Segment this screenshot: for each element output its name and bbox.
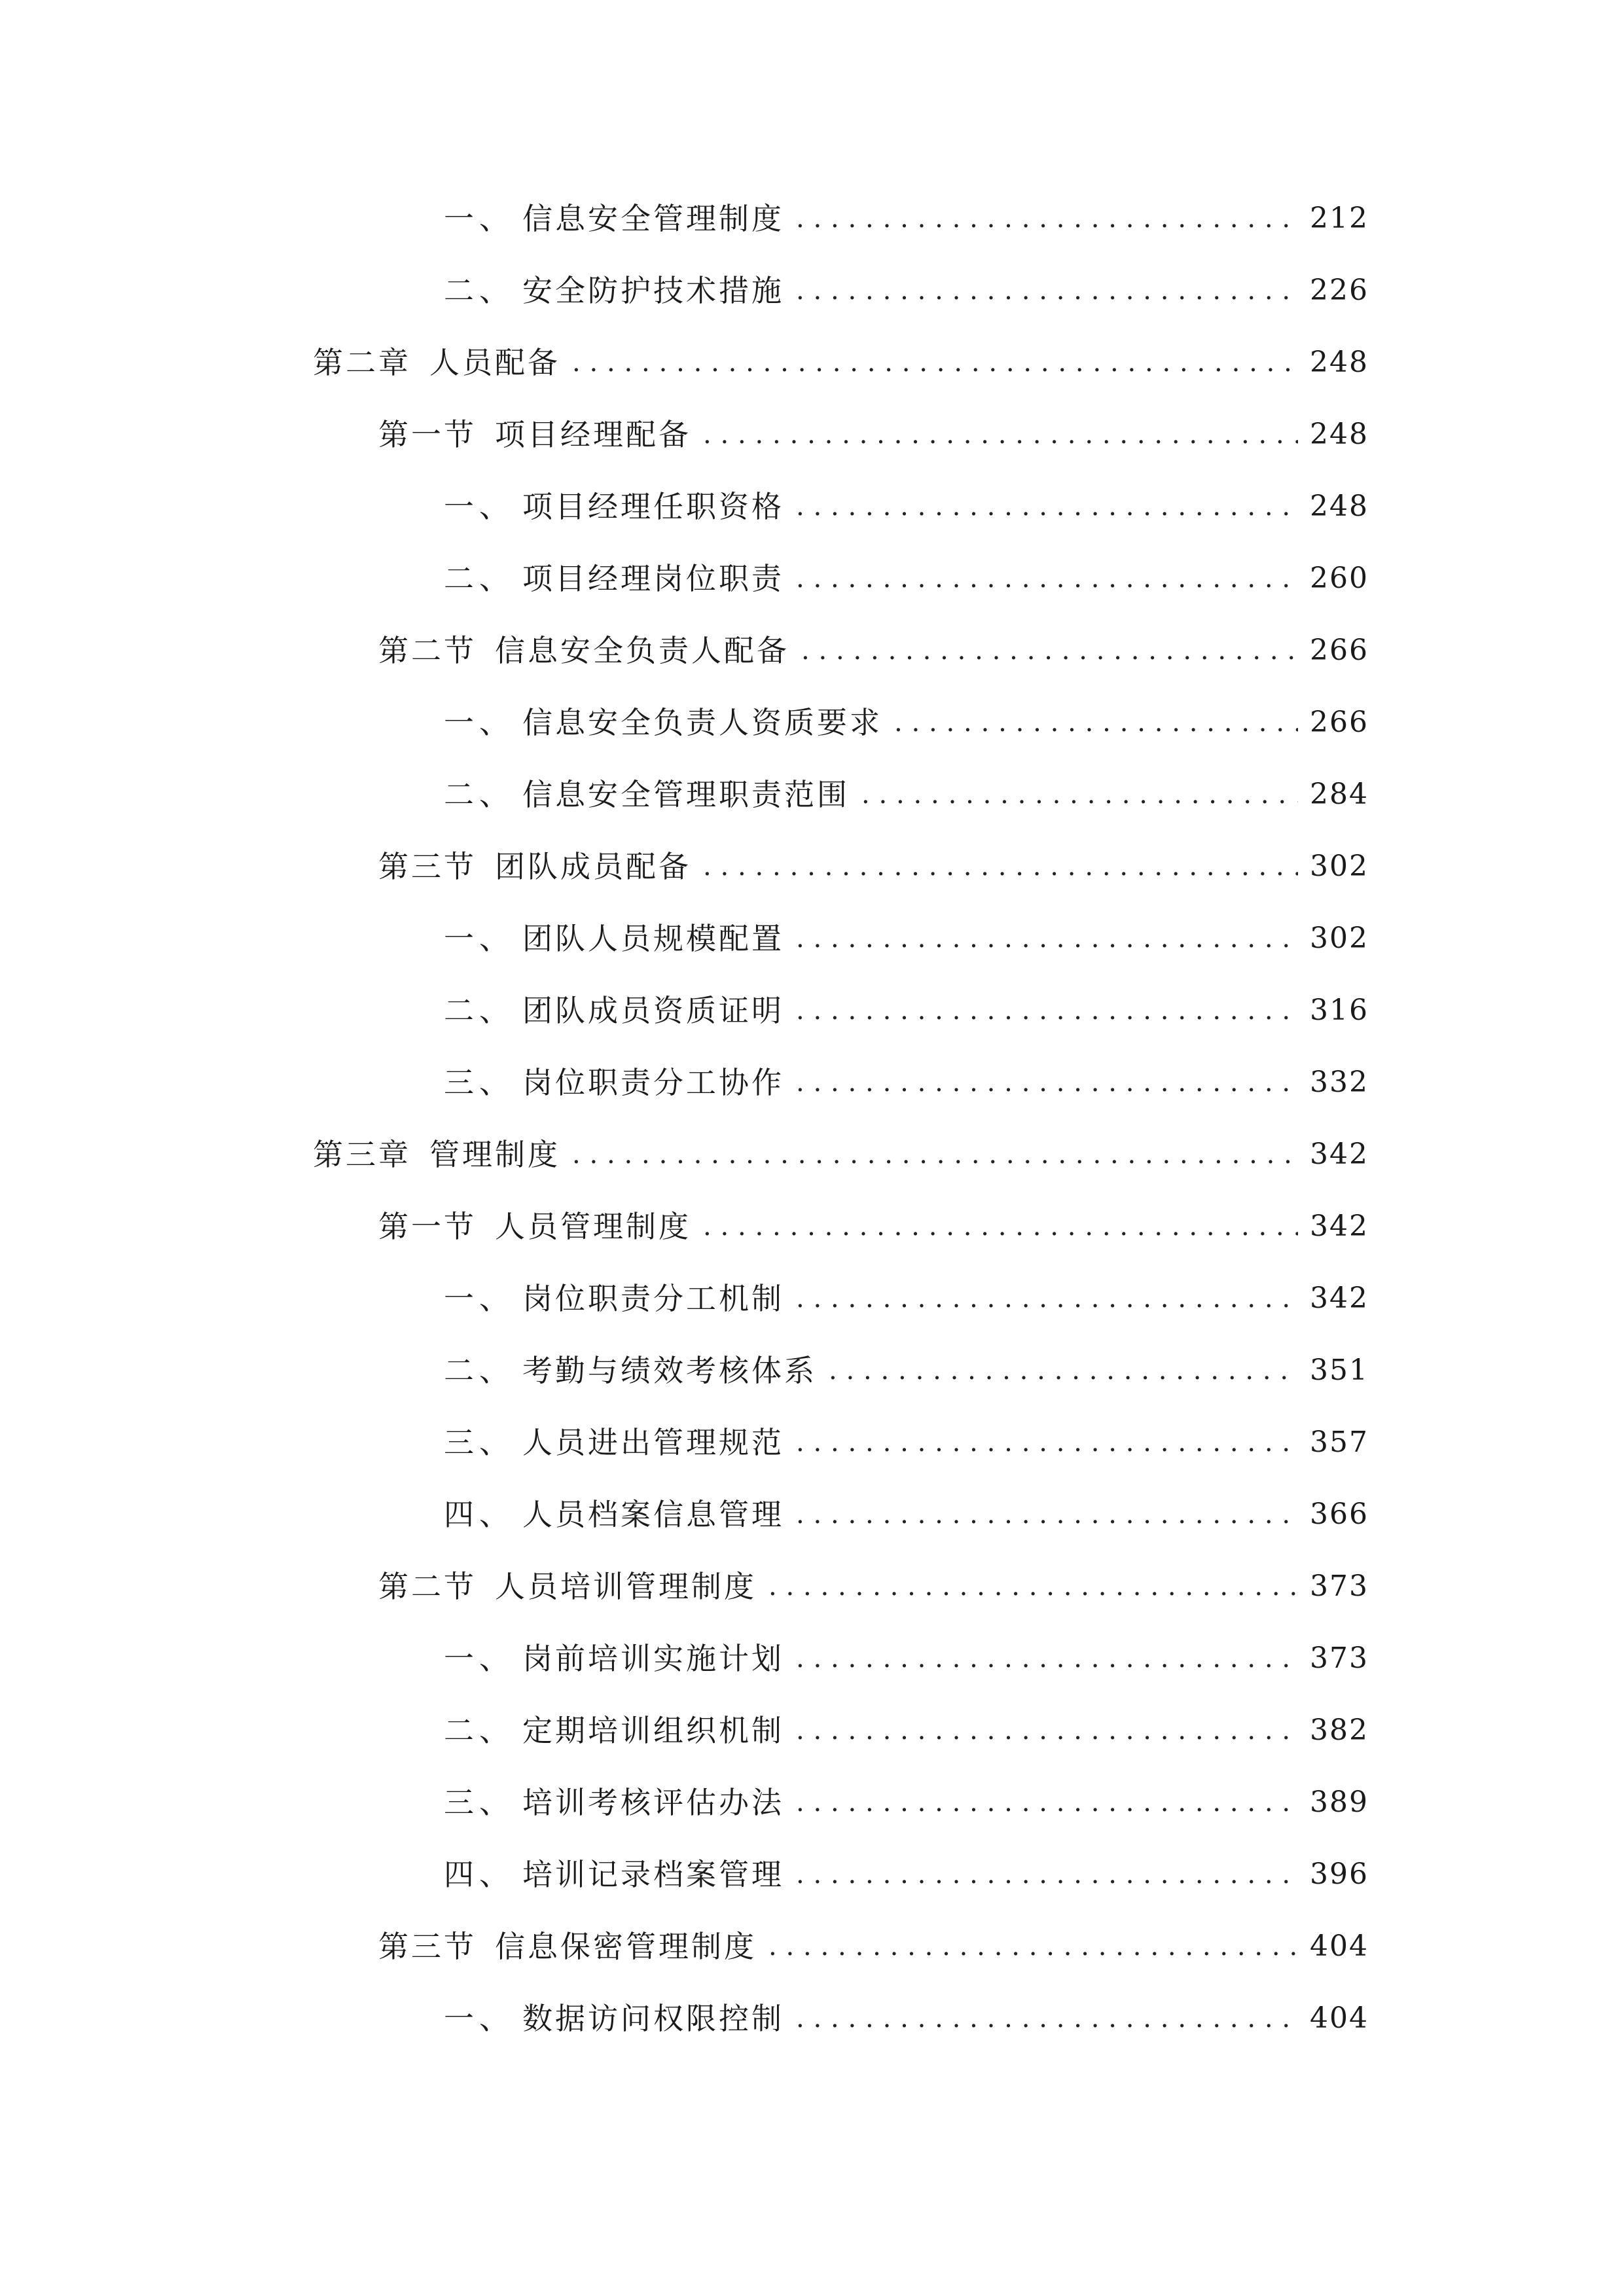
toc-entry-number: 一、	[444, 1281, 514, 1316]
toc-entry-title: 信息安全负责人资质要求	[522, 705, 882, 740]
toc-entry[interactable]	[378, 624, 1369, 677]
dot-leader	[768, 1560, 1298, 1613]
toc-entry-number: 二、	[444, 993, 514, 1028]
toc-entry[interactable]	[444, 768, 1369, 821]
toc-entry[interactable]	[378, 1200, 1369, 1253]
toc-entry-title: 人员培训管理制度	[495, 1569, 757, 1604]
toc-entry-page: 342	[1310, 1138, 1369, 1171]
toc-entry-title: 岗位职责分工机制	[522, 1281, 784, 1316]
toc-entry[interactable]	[444, 1344, 1369, 1397]
toc-entry-title: 培训考核评估办法	[522, 1785, 784, 1820]
toc-entry[interactable]	[444, 1848, 1369, 1901]
toc-entry-number: 二、	[444, 561, 514, 596]
dot-leader	[829, 1344, 1298, 1397]
dot-leader	[796, 912, 1298, 965]
dot-leader	[796, 1704, 1298, 1757]
toc-entry-number: 二、	[444, 777, 514, 812]
dot-leader	[572, 336, 1298, 389]
toc-entry-page: 342	[1310, 1282, 1369, 1315]
toc-entry-title: 人员档案信息管理	[522, 1497, 784, 1532]
toc-entry-number: 四、	[444, 1497, 514, 1532]
toc-entry[interactable]	[444, 480, 1369, 533]
toc-entry[interactable]	[444, 1488, 1369, 1541]
dot-leader	[796, 1416, 1298, 1469]
toc-entry-number: 第三章	[313, 1137, 411, 1172]
toc-entry-title: 团队人员规模配置	[522, 921, 784, 956]
dot-leader	[796, 1488, 1298, 1541]
toc-entry-number: 第二节	[378, 633, 477, 668]
toc-entry-page: 342	[1310, 1210, 1369, 1243]
toc-entry-page: 351	[1310, 1354, 1369, 1387]
toc-entry[interactable]	[444, 1272, 1369, 1325]
toc-entry-page: 373	[1310, 1570, 1369, 1603]
toc-entry-title: 安全防护技术措施	[522, 273, 784, 308]
toc-entry-number: 第二节	[378, 1569, 477, 1604]
toc-entry-title: 培训记录档案管理	[522, 1857, 784, 1892]
toc-entry-page: 332	[1310, 1066, 1369, 1099]
dot-leader	[572, 1128, 1298, 1181]
toc-entry[interactable]	[444, 264, 1369, 317]
toc-entry-number: 一、	[444, 201, 514, 236]
toc-entry-number: 三、	[444, 1785, 514, 1820]
toc-entry-page: 389	[1310, 1785, 1369, 1819]
dot-leader	[703, 1200, 1298, 1253]
dot-leader	[796, 1776, 1298, 1829]
toc-entry-page: 284	[1310, 778, 1369, 811]
toc-entry-page: 404	[1310, 2001, 1369, 2035]
toc-entry-number: 一、	[444, 921, 514, 956]
toc-entry-page: 382	[1310, 1713, 1369, 1747]
toc-entry-number: 三、	[444, 1065, 514, 1100]
toc-entry-title: 信息安全负责人配备	[495, 633, 789, 668]
toc-entry-page: 396	[1310, 1857, 1369, 1891]
toc-entry[interactable]	[444, 552, 1369, 605]
dot-leader	[796, 1632, 1298, 1685]
toc-entry-title: 项目经理岗位职责	[522, 561, 784, 596]
dot-leader	[801, 624, 1298, 677]
toc-entry-number: 三、	[444, 1425, 514, 1460]
toc-entry-title: 团队成员配备	[495, 849, 691, 884]
dot-leader	[796, 192, 1298, 245]
toc-entry-title: 人员管理制度	[495, 1209, 691, 1244]
toc-entry-title: 人员配备	[429, 345, 560, 380]
toc-entry-number: 一、	[444, 2001, 514, 2036]
toc-entry-title: 项目经理配备	[495, 417, 691, 452]
toc-entry-number: 二、	[444, 273, 514, 308]
toc-entry-number: 第一节	[378, 1209, 477, 1244]
toc-entry-page: 212	[1310, 202, 1369, 235]
toc-entry-page: 226	[1310, 274, 1369, 307]
toc-entry-title: 数据访问权限控制	[522, 2001, 784, 2036]
toc-entry[interactable]	[378, 408, 1369, 461]
toc-entry[interactable]	[444, 696, 1369, 749]
toc-entry-page: 266	[1310, 634, 1369, 667]
toc-entry-number: 一、	[444, 1641, 514, 1676]
toc-entry-number: 第二章	[313, 345, 411, 380]
toc-entry[interactable]	[444, 1056, 1369, 1109]
toc-entry-title: 信息保密管理制度	[495, 1929, 757, 1964]
toc-entry[interactable]	[378, 1920, 1369, 1973]
dot-leader	[796, 480, 1298, 533]
toc-entry[interactable]	[444, 1704, 1369, 1757]
dot-leader	[796, 264, 1298, 317]
toc-entry-title: 岗位职责分工协作	[522, 1065, 784, 1100]
toc-entry-page: 248	[1310, 418, 1369, 451]
toc-entry-page: 316	[1310, 994, 1369, 1027]
toc-entry-title: 人员进出管理规范	[522, 1425, 784, 1460]
dot-leader	[796, 1272, 1298, 1325]
toc-entry-page: 266	[1310, 706, 1369, 739]
toc-entry[interactable]	[444, 1992, 1369, 2045]
toc-entry[interactable]	[378, 840, 1369, 893]
toc-entry-page: 373	[1310, 1641, 1369, 1675]
toc-entry[interactable]	[378, 1560, 1369, 1613]
dot-leader	[796, 984, 1298, 1037]
toc-entry[interactable]	[444, 1776, 1369, 1829]
dot-leader	[768, 1920, 1298, 1973]
toc-entry[interactable]	[444, 912, 1369, 965]
dot-leader	[796, 1848, 1298, 1901]
toc-entry-title: 信息安全管理职责范围	[522, 777, 850, 812]
toc-entry-page: 302	[1310, 850, 1369, 883]
toc-entry-page: 248	[1310, 346, 1369, 379]
toc-entry-page: 260	[1310, 562, 1369, 595]
dot-leader	[861, 768, 1298, 821]
toc-entry-page: 357	[1310, 1426, 1369, 1459]
toc-entry[interactable]	[444, 192, 1369, 245]
toc-entry[interactable]	[444, 984, 1369, 1037]
toc-entry-page: 248	[1310, 490, 1369, 523]
toc-entry-number: 第一节	[378, 417, 477, 452]
toc-entry-title: 项目经理任职资格	[522, 489, 784, 524]
dot-leader	[894, 696, 1298, 749]
dot-leader	[796, 1056, 1298, 1109]
toc-entry-number: 四、	[444, 1857, 514, 1892]
toc-entry-title: 团队成员资质证明	[522, 993, 784, 1028]
toc-entry-title: 信息安全管理制度	[522, 201, 784, 236]
toc-entry-number: 第三节	[378, 1929, 477, 1964]
toc-entry[interactable]	[444, 1632, 1369, 1685]
toc-entry-number: 一、	[444, 705, 514, 740]
toc-entry-title: 管理制度	[429, 1137, 560, 1172]
toc-entry-number: 第三节	[378, 849, 477, 884]
dot-leader	[796, 1992, 1298, 2045]
dot-leader	[703, 840, 1298, 893]
toc-entry[interactable]	[444, 1416, 1369, 1469]
toc-entry-page: 404	[1310, 1929, 1369, 1963]
toc-entry-title: 定期培训组织机制	[522, 1713, 784, 1748]
dot-leader	[703, 408, 1298, 461]
toc-entry-number: 一、	[444, 489, 514, 524]
toc-entry[interactable]	[313, 1128, 1369, 1181]
toc-entry-title: 考勤与绩效考核体系	[522, 1353, 817, 1388]
toc-entry-page: 366	[1310, 1498, 1369, 1531]
toc-entry-title: 岗前培训实施计划	[522, 1641, 784, 1676]
toc-entry-number: 二、	[444, 1713, 514, 1748]
toc-entry-number: 二、	[444, 1353, 514, 1388]
toc-entry-page: 302	[1310, 922, 1369, 955]
dot-leader	[796, 552, 1298, 605]
toc-entry[interactable]	[313, 336, 1369, 389]
